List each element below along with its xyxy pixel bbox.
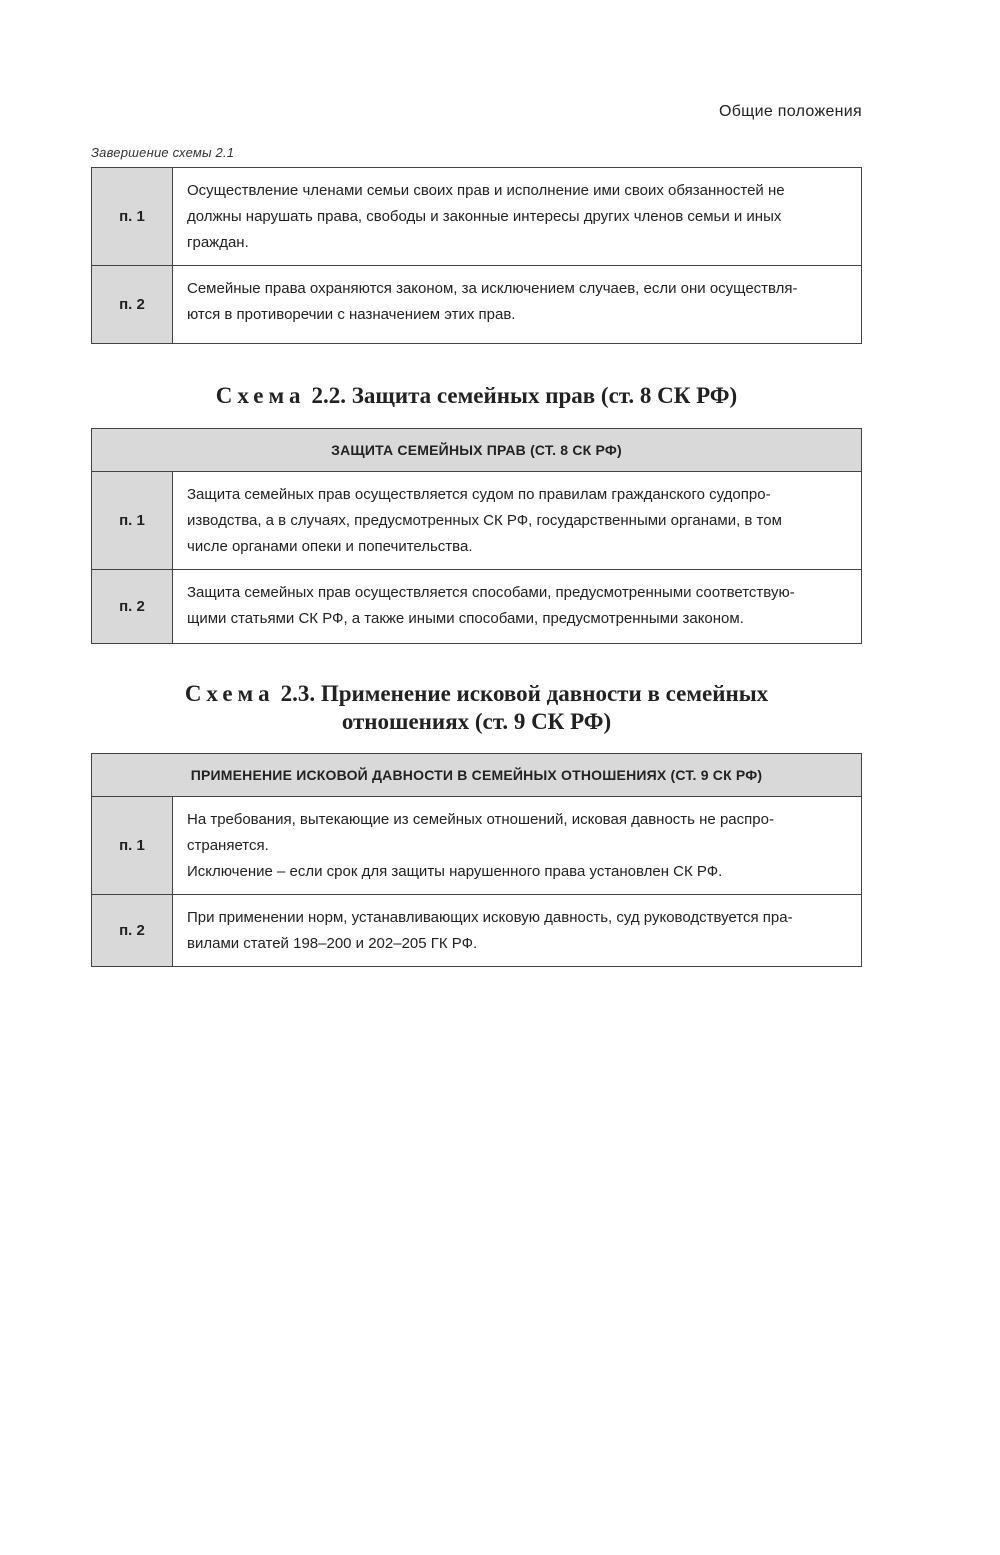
row-label: п. 2 [92, 266, 173, 343]
scheme-2-3-table [91, 753, 862, 967]
text-line: Семейные права охраняются законом, за исключением случаев, если они осуществля- [187, 280, 798, 297]
scheme-2-1-table [91, 167, 862, 344]
row-text [173, 168, 861, 265]
table-row [92, 895, 861, 966]
text-line: ются в противоречии с назначением этих прав. [187, 306, 516, 323]
text-line: вилами статей 198–200 и 202–205 ГК РФ. [187, 935, 478, 952]
text-line: При применении норм, устанавливающих исковую давность, суд руководствуется пра- [187, 909, 793, 926]
row-label: п. 1 [92, 168, 173, 265]
row-label: п. 2 [92, 570, 173, 643]
row-label: п. 2 [92, 895, 173, 966]
continuation-note: Завершение схемы 2.1 [91, 145, 235, 160]
text-line: На требования, вытекающие из семейных отношений, исковая давность не распро- [187, 811, 774, 828]
text-line: Защита семейных прав осуществляется судом по правилам гражданского судопро- [187, 486, 771, 503]
text-line: Защита семейных прав осуществляется способами, предусмотренными соответствую- [187, 584, 795, 601]
table-row [92, 472, 861, 570]
table-header: ЗАЩИТА СЕМЕЙНЫХ ПРАВ (СТ. 8 СК РФ) [92, 429, 861, 472]
table-row [92, 797, 861, 895]
table-row [92, 266, 861, 343]
row-text [173, 797, 861, 894]
text-line: граждан. [187, 234, 249, 251]
text-line: Осуществление членами семьи своих прав и исполнение ими своих обязанностей не [187, 182, 785, 199]
scheme-word: Схема [184, 681, 275, 706]
text-line: Исключение – если срок для защиты нарушенного права установлен СК РФ. [187, 863, 723, 880]
table-row [92, 570, 861, 643]
text-line: числе органами опеки и попечительства. [187, 538, 473, 555]
scheme-2-3-title [91, 680, 862, 736]
scheme-title-text: 2.3. Применение исковой давности в семейных [280, 681, 769, 706]
text-line: щими статьями СК РФ, а также иными способами, предусмотренными законом. [187, 610, 744, 627]
scheme-2-2-title [91, 382, 862, 410]
row-text [173, 472, 861, 569]
row-text [173, 266, 861, 343]
text-line: изводства, а в случаях, предусмотренных СК РФ, государственными органами, в том [187, 512, 782, 529]
scheme-word: Схема [215, 383, 306, 408]
scheme-2-2-table [91, 428, 862, 644]
row-label: п. 1 [92, 472, 173, 569]
text-line: должны нарушать права, свободы и законные интересы других членов семьи и иных [187, 208, 782, 225]
scheme-title-text: отношениях (ст. 9 СК РФ) [341, 709, 612, 734]
row-text [173, 895, 861, 966]
running-header: Общие положения [718, 103, 862, 120]
table-row [92, 168, 861, 266]
scheme-title-text: 2.2. Защита семейных прав (ст. 8 СК РФ) [311, 383, 738, 408]
row-label: п. 1 [92, 797, 173, 894]
table-header: ПРИМЕНЕНИЕ ИСКОВОЙ ДАВНОСТИ В СЕМЕЙНЫХ ОТНОШЕНИЯХ (СТ. 9 СК РФ) [92, 754, 861, 797]
text-line: страняется. [187, 837, 269, 854]
row-text [173, 570, 861, 643]
